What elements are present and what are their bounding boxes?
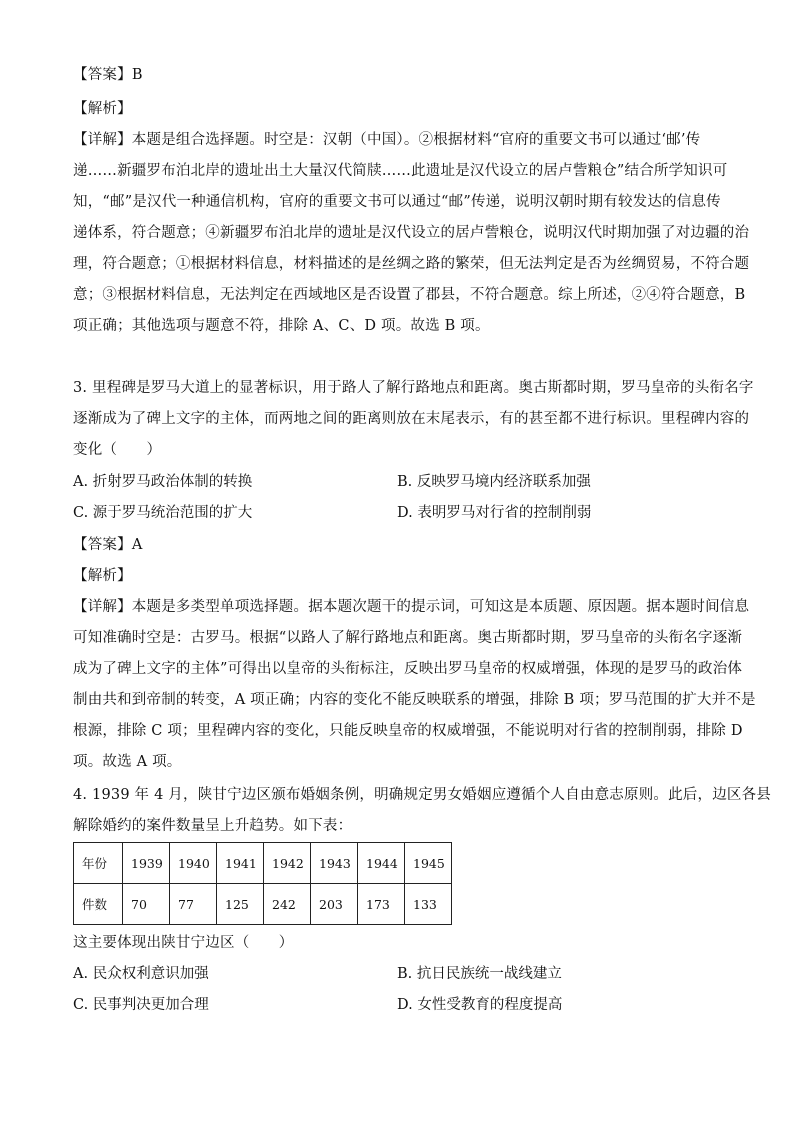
q3-analysis-tag: 【解析】: [73, 568, 132, 584]
table-cell-count: 125: [217, 884, 264, 925]
q4-stem-line: 解除婚约的案件数量呈上升趋势。如下表：: [73, 818, 353, 834]
q2-detail-line: 意；③根据材料信息，无法判定在西域地区是否设置了郡县，不符合题意。综上所述，②④符合题意，B: [73, 287, 746, 303]
answer-tag: 【答案】: [73, 67, 132, 83]
q4-option-c: C. 民事判决更加合理: [73, 997, 209, 1013]
q2-detail-line: 递……新疆罗布泊北岸的遗址出土大量汉代简牍……此遗址是汉代设立的居卢訾粮仓”结合所学知识可: [73, 163, 728, 179]
q3-detail-line: 项。故选 A 项。: [73, 754, 182, 770]
q4-question-line: 这主要体现出陕甘宁边区（ ）: [73, 935, 294, 951]
q4-option-d: D. 女性受教育的程度提高: [397, 997, 563, 1013]
q3-stem-line: 变化（ ）: [73, 442, 162, 458]
q3-answer: [73, 536, 142, 554]
table-cell-year: 1944: [358, 843, 405, 884]
q3-option-b: B. 反映罗马境内经济联系加强: [397, 474, 591, 490]
table-header-count: 件数: [74, 884, 123, 925]
q4-option-a: A. 民众权利意识加强: [73, 966, 209, 982]
q3-option-c: C. 源于罗马统治范围的扩大: [73, 505, 253, 521]
q2-detail-line: 理，符合题意；①根据材料信息，材料描述的是丝绸之路的繁荣，但无法判定是否为丝绸贸易，不符合题: [73, 256, 750, 272]
q4-option-b: B. 抗日民族统一战线建立: [397, 966, 562, 982]
q4-data-table: [73, 842, 452, 925]
q3-detail-line: 根源，排除 C 项；里程碑内容的变化，只能反映皇帝的权威增强，不能说明对行省的控制削弱，排除 D: [73, 723, 743, 739]
q3-detail-line: 制由共和到帝制的转变，A 项正确；内容的变化不能反映联系的增强，排除 B 项；罗马范围的扩大并不是: [73, 692, 756, 708]
q3-option-d: D. 表明罗马对行省的控制削弱: [397, 505, 592, 521]
q3-detail-line: 成为了碑上文字的主体”可得出以皇帝的头衔标注，反映出罗马皇帝的权威增强，体现的是罗马的政治体: [73, 661, 743, 677]
q2-analysis-tag: 【解析】: [73, 101, 132, 117]
table-header-year: 年份: [74, 843, 123, 884]
q3-stem-line: 3. 里程碑是罗马大道上的显著标识，用于路人了解行路地点和距离。奥古斯都时期，罗马皇帝的头衔名字: [73, 380, 754, 396]
table-cell-year: 1945: [405, 843, 452, 884]
q2-detail-line: 知，“邮”是汉代一种通信机构，官府的重要文书可以通过“邮”传递，说明汉朝时期有较发达的信息传: [73, 194, 721, 210]
q2-detail-line: 【详解】本题是组合选择题。时空是：汉朝（中国）。②根据材料“官府的重要文书可以通过‘邮’传: [73, 132, 701, 148]
q3-detail-line: 可知准确时空是：古罗马。根据“以路人了解行路地点和距离。奥古斯都时期，罗马皇帝的头衔名字逐渐: [73, 630, 743, 646]
table-row-counts: [74, 884, 452, 925]
table-cell-count: 203: [311, 884, 358, 925]
table-cell-year: 1939: [123, 843, 170, 884]
table-cell-year: 1943: [311, 843, 358, 884]
table-cell-year: 1940: [170, 843, 217, 884]
answer-tag: 【答案】: [73, 537, 132, 553]
q2-detail-line: 项正确；其他选项与题意不符，排除 A、C、D 项。故选 B 项。: [73, 318, 490, 334]
table-row-years: [74, 843, 452, 884]
table-cell-count: 173: [358, 884, 405, 925]
table-cell-year: 1941: [217, 843, 264, 884]
answer-value: B: [131, 67, 143, 83]
table-cell-count: 70: [123, 884, 170, 925]
q3-option-a: A. 折射罗马政治体制的转换: [73, 474, 253, 490]
answer-value: A: [131, 537, 143, 553]
table-cell-count: 133: [405, 884, 452, 925]
q3-stem-line: 逐渐成为了碑上文字的主体，而两地之间的距离则放在末尾表示，有的甚至都不进行标识。里程碑内容的: [73, 411, 750, 427]
q2-detail-line: 递体系，符合题意；④新疆罗布泊北岸的遗址是汉代设立的居卢訾粮仓，说明汉代时期加强了对边疆的治: [73, 225, 750, 241]
q2-answer: [73, 66, 143, 84]
table-cell-count: 77: [170, 884, 217, 925]
q3-detail-line: 【详解】本题是多类型单项选择题。据本题次题干的提示词，可知这是本质题、原因题。据本题时间信息: [73, 599, 750, 615]
table-cell-year: 1942: [264, 843, 311, 884]
q4-stem-line: 4. 1939 年 4 月，陕甘宁边区颁布婚姻条例，明确规定男女婚姻应遵循个人自由意志原则。此后，边区各县: [73, 787, 771, 803]
table-cell-count: 242: [264, 884, 311, 925]
